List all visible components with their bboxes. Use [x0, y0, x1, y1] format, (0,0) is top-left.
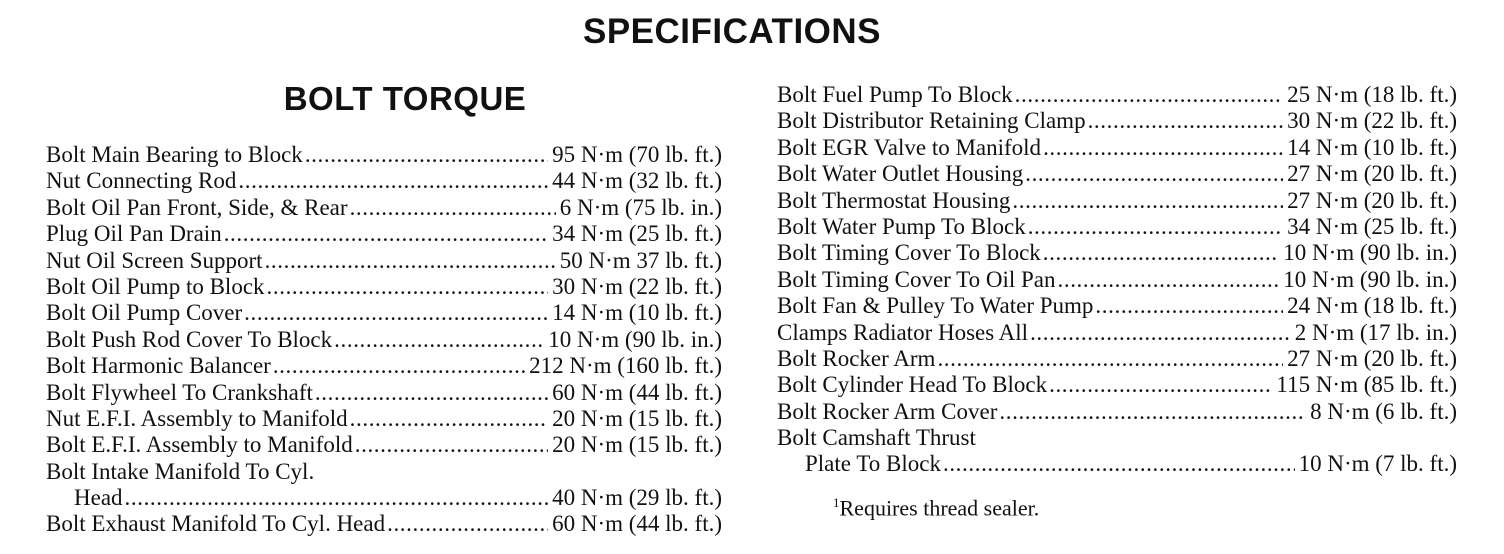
spec-label: Bolt E.F.I. Assembly to Manifold [46, 432, 353, 458]
leader-dots [1043, 240, 1279, 266]
spec-row [46, 274, 722, 300]
spec-label: Plug Oil Pan Drain [46, 221, 222, 247]
spec-row [46, 195, 722, 221]
leader-dots [387, 511, 548, 537]
leader-dots [224, 221, 548, 247]
leader-dots [1043, 135, 1283, 161]
spec-label: Bolt Cylinder Head To Block [777, 372, 1048, 398]
spec-row [46, 142, 722, 168]
spec-value: 20 N·m (15 lb. ft.) [552, 432, 722, 458]
spec-value: 27 N·m (20 lb. ft.) [1287, 161, 1457, 187]
leader-dots [125, 485, 549, 511]
spec-row [777, 161, 1457, 187]
spec-value: 95 N·m (70 lb. ft.) [552, 142, 722, 167]
spec-value: 30 N·m (22 lb. ft.) [1287, 108, 1457, 134]
leader-dots [1095, 293, 1283, 319]
leader-dots [273, 353, 525, 379]
spec-label: Bolt Oil Pump to Block [46, 273, 265, 299]
leader-dots [267, 274, 549, 300]
spec-value: 14 N·m (10 lb. ft.) [552, 300, 722, 326]
spec-value: 27 N·m (20 lb. ft.) [1287, 187, 1457, 213]
spec-label: Bolt Harmonic Balancer [46, 353, 271, 379]
spec-value: 60 N·m (44 lb. ft.) [552, 379, 722, 405]
spec-label: Bolt Timing Cover To Block [777, 240, 1041, 266]
spec-row [46, 353, 722, 379]
spec-row [777, 399, 1457, 425]
spec-value: 24 N·m (18 lb. ft.) [1287, 293, 1457, 319]
spec-value: 30 N·m (22 lb. ft.) [552, 273, 722, 299]
leader-dots [350, 406, 548, 432]
spec-row [46, 327, 722, 353]
spec-label: Bolt Thermostat Housing [777, 187, 1011, 213]
leader-dots [1088, 108, 1284, 134]
spec-value: 6 N·m (75 lb. in.) [559, 194, 722, 220]
spec-value: 27 N·m (20 lb. ft.) [1287, 345, 1457, 371]
spec-label: Bolt Timing Cover To Oil Pan [777, 266, 1056, 292]
spec-row [46, 511, 722, 537]
spec-label: Bolt Intake Manifold To Cyl. [46, 458, 315, 484]
right-torque-list [777, 82, 1457, 521]
spec-value: 44 N·m (32 lb. ft.) [552, 168, 722, 194]
leader-dots [350, 195, 556, 221]
spec-value: 34 N·m (25 lb. ft.) [552, 221, 722, 247]
spec-row [46, 221, 722, 247]
spec-row [46, 459, 722, 485]
spec-label: Nut Connecting Rod [46, 168, 237, 194]
spec-row [777, 451, 1457, 477]
spec-label: Nut Oil Screen Support [46, 247, 263, 273]
page-title: SPECIFICATIONS [582, 12, 882, 51]
leader-dots [1030, 320, 1291, 346]
spec-row [777, 293, 1457, 319]
spec-label: Bolt Rocker Arm [777, 345, 936, 371]
spec-value: 8 N·m (6 lb. ft.) [1310, 398, 1457, 424]
spec-row [777, 267, 1457, 293]
spec-label: Bolt Push Rod Cover To Block [46, 326, 333, 352]
spec-value: 50 N·m 37 lb. ft.) [559, 247, 722, 273]
footnote-text: Requires thread sealer. [839, 495, 1040, 521]
spec-value: 60 N·m (44 lb. ft.) [552, 511, 722, 537]
spec-value: 25 N·m (18 lb. ft.) [1287, 82, 1457, 107]
spec-value: 10 N·m (7 lb. ft.) [1298, 451, 1457, 477]
spec-row [777, 240, 1457, 266]
leader-dots [334, 327, 544, 353]
spec-row [46, 432, 722, 458]
spec-value: 40 N·m (29 lb. ft.) [552, 485, 722, 511]
spec-value: 34 N·m (25 lb. ft.) [1287, 213, 1457, 239]
leader-dots [1015, 82, 1283, 108]
leader-dots [305, 142, 548, 168]
spec-label: Bolt Distributor Retaining Clamp [777, 108, 1086, 134]
leader-dots [999, 399, 1306, 425]
spec-label: Bolt Exhaust Manifold To Cyl. Head [46, 511, 386, 537]
leader-dots [937, 346, 1283, 372]
leader-dots [1025, 161, 1283, 187]
spec-label: Bolt Main Bearing to Block [46, 142, 303, 167]
leader-dots [315, 380, 548, 406]
leader-dots [244, 300, 548, 326]
spec-label: Bolt Water Outlet Housing [777, 161, 1024, 187]
spec-label: Clamps Radiator Hoses All [777, 319, 1029, 345]
spec-label: Bolt Fuel Pump To Block [777, 82, 1013, 107]
spec-value: 115 N·m (85 lb. ft.) [1276, 372, 1457, 398]
leader-dots [1012, 188, 1283, 214]
spec-row [777, 188, 1457, 214]
spec-label: Nut E.F.I. Assembly to Manifold [46, 405, 348, 431]
spec-row [777, 135, 1457, 161]
spec-row [777, 82, 1457, 108]
spec-row [777, 320, 1457, 346]
spec-label: Bolt Rocker Arm Cover [777, 398, 998, 424]
footnote [777, 490, 1457, 521]
spec-value: 14 N·m (10 lb. ft.) [1287, 134, 1457, 160]
spec-label: Bolt Water Pump To Block [777, 213, 1026, 239]
spec-label: Bolt Oil Pan Front, Side, & Rear [46, 194, 348, 220]
leader-dots [238, 168, 548, 194]
spec-row [46, 485, 722, 511]
spec-label: Bolt Flywheel To Crankshaft [46, 379, 313, 405]
left-torque-list [46, 142, 722, 538]
section-title: BOLT TORQUE [283, 80, 527, 117]
spec-row [777, 425, 1457, 451]
spec-label: Bolt Oil Pump Cover [46, 300, 243, 326]
spec-value: 212 N·m (160 lb. ft.) [529, 353, 722, 379]
spec-row [46, 406, 722, 432]
spec-row [777, 108, 1457, 134]
spec-row [777, 372, 1457, 398]
spec-row [46, 248, 722, 274]
spec-value: 20 N·m (15 lb. ft.) [552, 405, 722, 431]
leader-dots [943, 451, 1295, 477]
spec-value: 10 N·m (90 lb. in.) [548, 326, 722, 352]
leader-dots [355, 432, 548, 458]
spec-row [46, 380, 722, 406]
spec-value: 2 N·m (17 lb. in.) [1294, 319, 1457, 345]
spec-row [777, 214, 1457, 240]
spec-label: Head [74, 485, 123, 511]
footnote-marker: 1 [833, 494, 840, 510]
spec-row [777, 346, 1457, 372]
leader-dots [1049, 372, 1272, 398]
spec-row [46, 300, 722, 326]
spec-value: 10 N·m (90 lb. in.) [1283, 266, 1457, 292]
spec-label: Plate To Block [805, 451, 941, 477]
spec-value: 10 N·m (90 lb. in.) [1283, 240, 1457, 266]
leader-dots [1028, 214, 1283, 240]
spec-label: Bolt Fan & Pulley To Water Pump [777, 293, 1094, 319]
spec-label: Bolt EGR Valve to Manifold [777, 134, 1042, 160]
leader-dots [265, 248, 556, 274]
spec-label: Bolt Camshaft Thrust [777, 425, 976, 451]
leader-dots [1058, 267, 1280, 293]
spec-row [46, 168, 722, 194]
